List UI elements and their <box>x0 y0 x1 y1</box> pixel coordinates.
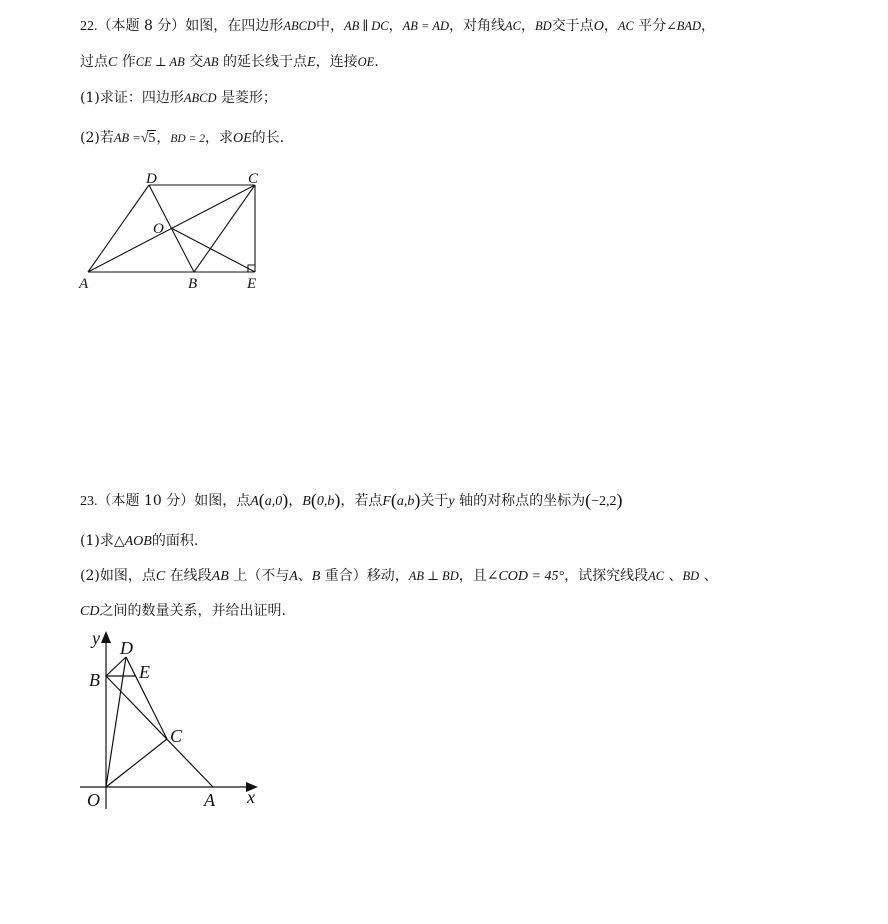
label-A: A <box>204 790 215 810</box>
q22-part1: (1)求证：四边形ABCD 是菱形； <box>80 90 277 106</box>
label-D: D <box>120 638 133 658</box>
q22-stem-line1: 22.（本题 8 分）如图，在四边形ABCD中，AB ∥ DC，AB = AD，对角线AC，BD交于点O，AC 平分∠BAD， <box>80 18 716 34</box>
label-C: C <box>248 171 259 187</box>
sqrt-sign: √ <box>140 131 149 146</box>
label-D: D <box>146 171 157 187</box>
label-O: O <box>87 790 100 810</box>
q23-part2-line2: CD之间的数量关系，并给出证明. <box>80 603 286 619</box>
q22-stem-line2: 过点C 作CE ⊥ AB 交AB 的延长线于点E，连接OE. <box>80 54 379 70</box>
label-A: A <box>79 276 89 292</box>
label-E: E <box>139 662 150 682</box>
label-O: O <box>153 221 164 237</box>
q23-part1: (1)求△AOB的面积. <box>80 533 199 549</box>
q23-part2-line1: (2)如图，点C 在线段AB 上（不与A、B 重合）移动，AB ⊥ BD，且∠COD = 45°，试探究线段AC 、BD 、 <box>80 568 718 584</box>
y-axis-arrow-icon <box>101 631 111 643</box>
label-E: E <box>247 276 257 292</box>
label-C: C <box>170 726 183 746</box>
label-y: y <box>92 628 100 648</box>
segment-BA <box>106 676 213 787</box>
segment-OC <box>106 739 167 787</box>
q23-stem-line1: 23.（本题 10 分）如图，点A(a,0)，B(0,b)，若点F(a,b)关于y 轴的对称点的坐标为(−2,2) <box>80 490 623 510</box>
label-B: B <box>188 276 198 292</box>
label-x: x <box>247 787 255 807</box>
label-B: B <box>89 670 100 690</box>
q22-part2: (2)若AB =√5，BD = 2，求OE的长. <box>80 130 285 146</box>
